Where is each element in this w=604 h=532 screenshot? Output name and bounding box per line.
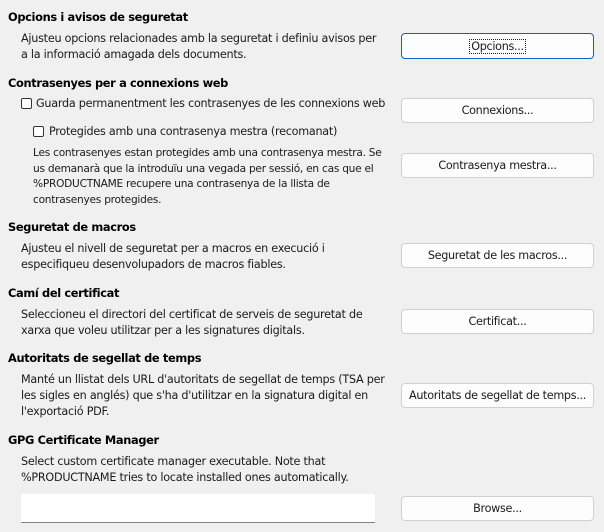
desc-line: xarxa que voleu utilitzar per a les signatures digitals. bbox=[21, 324, 305, 337]
master-password-checkbox-row[interactable] bbox=[33, 125, 337, 138]
security-options-heading: Opcions i avisos de seguretat bbox=[8, 10, 188, 24]
desc-line: Manté un llistat dels URL d'autoritats de segellat de temps (TSA per bbox=[21, 373, 385, 386]
master-password-checkbox[interactable] bbox=[33, 126, 44, 137]
certificate-button-label: Certificat... bbox=[468, 315, 527, 328]
persist-passwords-checkbox[interactable] bbox=[21, 98, 32, 109]
security-options-description bbox=[21, 31, 376, 63]
desc-line: l'exportació PDF. bbox=[21, 405, 110, 418]
options-button-label: Opcions... bbox=[471, 39, 524, 53]
macro-security-button-label: Seguretat de les macros... bbox=[427, 249, 568, 262]
persist-passwords-label[interactable]: Guarda permanentment les contrasenyes de les connexions web bbox=[36, 97, 386, 110]
desc-line: Seleccioneu el directori del certificat de serveis de seguretat de bbox=[21, 308, 363, 321]
desc-line: us demanarà que la introduïu una vegada per sessió, en cas que el bbox=[33, 162, 374, 175]
master-password-checkbox-label[interactable]: Protegides amb una contrasenya mestra (recomanat) bbox=[49, 125, 338, 138]
gpg-executable-input[interactable] bbox=[21, 494, 375, 523]
desc-line: contrasenyes protegides. bbox=[33, 193, 162, 206]
browse-button[interactable] bbox=[401, 496, 594, 521]
desc-line: Ajusteu el nivell de seguretat per a macros en execució i bbox=[21, 242, 325, 255]
connections-button-label: Connexions... bbox=[461, 104, 534, 117]
macro-security-button[interactable] bbox=[401, 243, 594, 268]
desc-line: a la informació amagada dels documents. bbox=[21, 48, 247, 61]
web-passwords-heading: Contrasenyes per a connexions web bbox=[8, 76, 228, 90]
desc-line: Les contrasenyes estan protegides amb una contrasenya mestra. Se bbox=[33, 147, 382, 159]
tsa-button[interactable] bbox=[401, 383, 594, 408]
master-password-button[interactable] bbox=[401, 153, 594, 178]
desc-line: les sigles en anglés) que s'ha d'utilitzar en la signatura digital en bbox=[21, 389, 368, 402]
macro-security-heading: Seguretat de macros bbox=[8, 220, 136, 234]
macro-security-description bbox=[21, 241, 325, 273]
desc-line: Select custom certificate manager executable. Note that bbox=[21, 455, 326, 468]
desc-line: especifiqueu desenvolupadors de macros fiables. bbox=[21, 258, 286, 271]
certificate-path-description bbox=[21, 307, 362, 339]
tsa-button-label: Autoritats de segellat de temps... bbox=[408, 389, 587, 402]
connections-button[interactable] bbox=[401, 98, 594, 123]
desc-line: %PRODUCTNAME tries to locate installed ones automatically. bbox=[21, 471, 349, 484]
browse-button-label: Browse... bbox=[473, 502, 522, 515]
certificate-button[interactable] bbox=[401, 309, 594, 334]
desc-line: %PRODUCTNAME recupere una contrasenya de la llista de bbox=[33, 178, 330, 190]
tsa-description bbox=[21, 372, 385, 420]
desc-line: Ajusteu opcions relacionades amb la seguretat i definiu avisos per bbox=[21, 32, 377, 45]
certificate-path-heading: Camí del certificat bbox=[8, 286, 120, 300]
gpg-heading: GPG Certificate Manager bbox=[8, 433, 159, 447]
tsa-heading: Autoritats de segellat de temps bbox=[8, 351, 202, 365]
web-passwords-description bbox=[33, 146, 382, 208]
persist-passwords-checkbox-row[interactable] bbox=[21, 97, 385, 110]
gpg-description bbox=[21, 454, 349, 486]
master-password-button-label: Contrasenya mestra... bbox=[438, 159, 557, 172]
options-button[interactable] bbox=[401, 33, 594, 59]
